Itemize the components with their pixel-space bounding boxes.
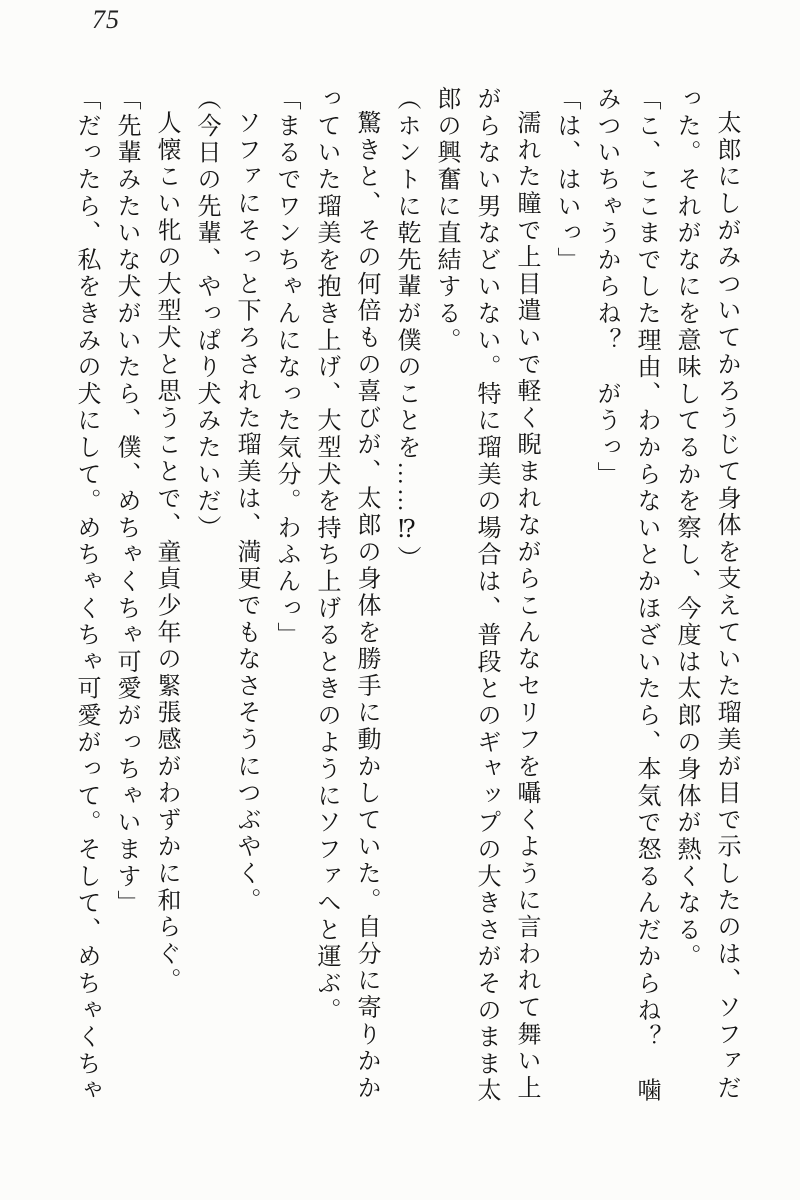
paragraph: 太郎にしがみついてかろうじて身体を支えていた瑠美が目で示したのは、ソファだった。それがなにを意味してるかを察し、今度は太郎の身体が熱くなる。	[673, 86, 739, 1102]
paragraph: 濡れた瞳で上目遣いで軽く睨まれながらこんなセリフを囁くように言われて舞い上がらない男などいない。特に瑠美の場合は、普段とのギャップの大きさがそのまま太郎の興奮に直結する。	[433, 86, 539, 1105]
paragraph: 「まるでワンちゃんになった気分。わふんっ」	[273, 86, 299, 649]
page-number: 75	[92, 5, 120, 34]
paragraph: 「こ、ここまでした理由、わからないとかほざいたら、本気で怒るんだからね？ 噛みついちゃうからね？ がうっ」	[593, 86, 659, 1105]
paragraph: （ホントに乾先輩が僕のことを……⁉）	[393, 86, 419, 573]
paragraph: 「は、はいっ」	[553, 86, 579, 274]
body-text	[66, 86, 746, 1106]
paragraph: 驚きと、その何倍もの喜びが、太郎の身体を勝手に動かしていた。自分に寄りかかっていた瑠美を抱き上げ、大型犬を持ち上げるときのようにソファへと運ぶ。	[313, 86, 379, 1102]
paragraph: 「先輩みたいな犬がいたら、僕、めちゃくちゃ可愛がっちゃいます」	[113, 86, 139, 917]
paragraph: ソファにそっと下ろされた瑠美は、満更でもなさそうにつぶやく。	[233, 110, 259, 914]
paragraph: （今日の先輩、やっぱり犬みたいだ）	[193, 86, 219, 542]
paragraph: 「だったら、私をきみの犬にして。めちゃくちゃ可愛がって。そして、めちゃくちゃ	[73, 86, 99, 1105]
paragraph: 人懐こい牝の大型犬と思うことで、童貞少年の緊張感がわずかに和らぐ。	[153, 110, 179, 995]
